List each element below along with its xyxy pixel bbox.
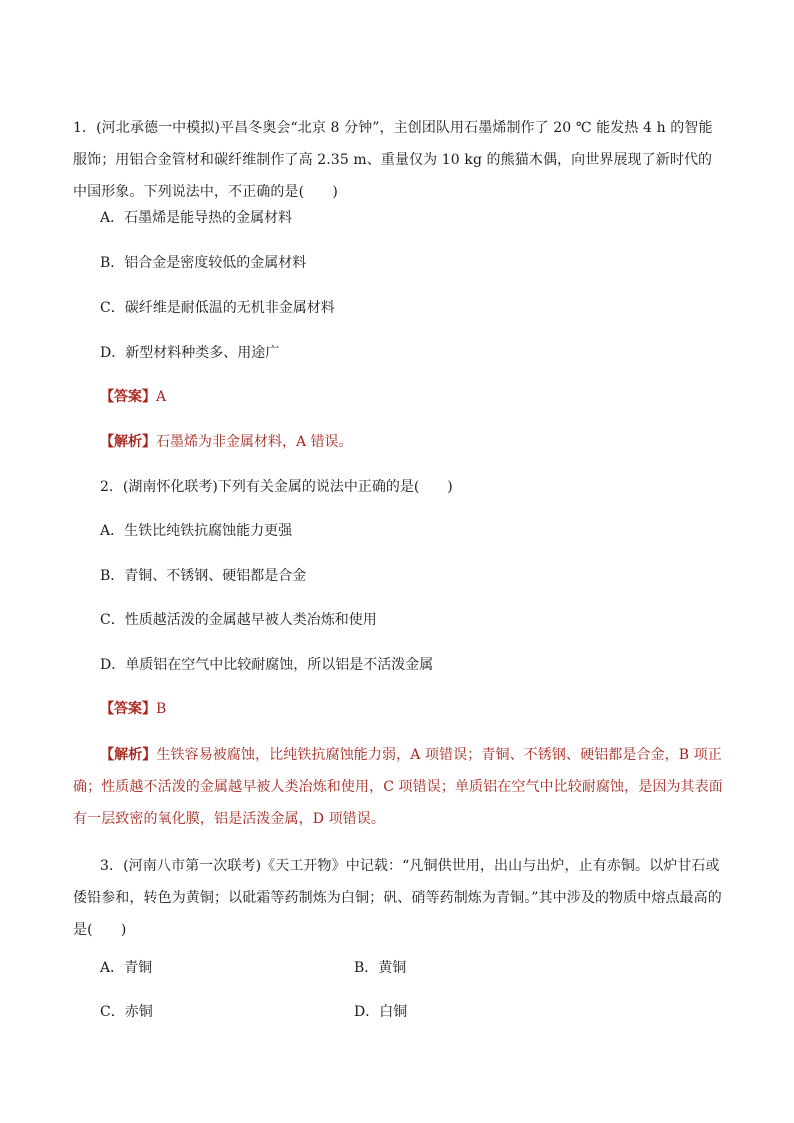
- question-1-option-c: C．碳纤维是耐低温的无机非金属材料: [100, 300, 335, 316]
- question-2-option-a: A．生铁比纯铁抗腐蚀能力更强: [100, 523, 293, 539]
- question-2-number: 2．: [100, 479, 123, 495]
- question-3-number: 3．: [100, 858, 124, 874]
- question-2-analysis: [73, 739, 723, 835]
- question-3-option-c: C．赤铜: [100, 1004, 153, 1020]
- question-2-option-c: C．性质越活泼的金属越早被人类冶炼和使用: [100, 612, 377, 628]
- question-1-stem: [73, 112, 723, 208]
- question-3-text: (河南八市第一次联考)《天工开物》中记载：“凡铜供世用，出山与出炉，止有赤铜。以炉甘石或倭铅参和，转色为黄铜；以砒霜等药制炼为白铜；矾、硝等药制炼为青铜。”其中涉及的物质中熔点最高的是( ): [73, 858, 722, 938]
- answer-value: B: [156, 701, 167, 717]
- question-2-answer: [100, 699, 166, 719]
- analysis-label: 【解析】: [100, 747, 157, 763]
- question-1-analysis: [100, 432, 353, 452]
- analysis-text: 生铁容易被腐蚀，比纯铁抗腐蚀能力弱，A 项错误；青铜、不锈钢、硬铝都是合金，B 项正确；性质越不活泼的金属越早被人类冶炼和使用，C 项错误；单质铝在空气中比较耐腐蚀，是因为其表面有一层致密的氧化膜，铝是活泼金属，D 项错误。: [73, 747, 723, 827]
- answer-label: 【答案】: [100, 389, 156, 405]
- answer-value: A: [156, 389, 167, 405]
- question-2-text: (湖南怀化联考)下列有关金属的说法中正确的是( ): [122, 479, 453, 495]
- question-3-option-d: D．白铜: [354, 1004, 408, 1020]
- question-1-option-d: D．新型材料种类多、用途广: [100, 345, 280, 361]
- question-3-option-a: A．青铜: [100, 960, 153, 976]
- question-1-option-b: B．铝合金是密度较低的金属材料: [100, 255, 307, 271]
- question-2-stem: [100, 477, 453, 497]
- question-1-number: 1．: [73, 120, 97, 136]
- question-3-stem: [73, 850, 723, 946]
- question-3-option-b: B．黄铜: [354, 960, 407, 976]
- question-1-text: (河北承德一中模拟)平昌冬奥会“北京 8 分钟”，主创团队用石墨烯制作了 20 ℃ 能发热 4 h 的智能服饰；用铝合金管材和碳纤维制作了高 2.35 m、重量仅为 10 kg 的熊猫木偶，向世界展现了新时代的中国形象。下列说法中，不正确的是( ): [73, 120, 713, 200]
- question-1-answer: [100, 387, 166, 407]
- question-2-option-b: B．青铜、不锈钢、硬铝都是合金: [100, 568, 307, 584]
- question-1-option-a: A．石墨烯是能导热的金属材料: [100, 210, 293, 226]
- answer-label: 【答案】: [100, 701, 156, 717]
- question-2-option-d: D．单质铝在空气中比较耐腐蚀，所以铝是不活泼金属: [100, 657, 434, 673]
- analysis-text: 石墨烯为非金属材料，A 错误。: [156, 434, 353, 450]
- analysis-label: 【解析】: [100, 434, 156, 450]
